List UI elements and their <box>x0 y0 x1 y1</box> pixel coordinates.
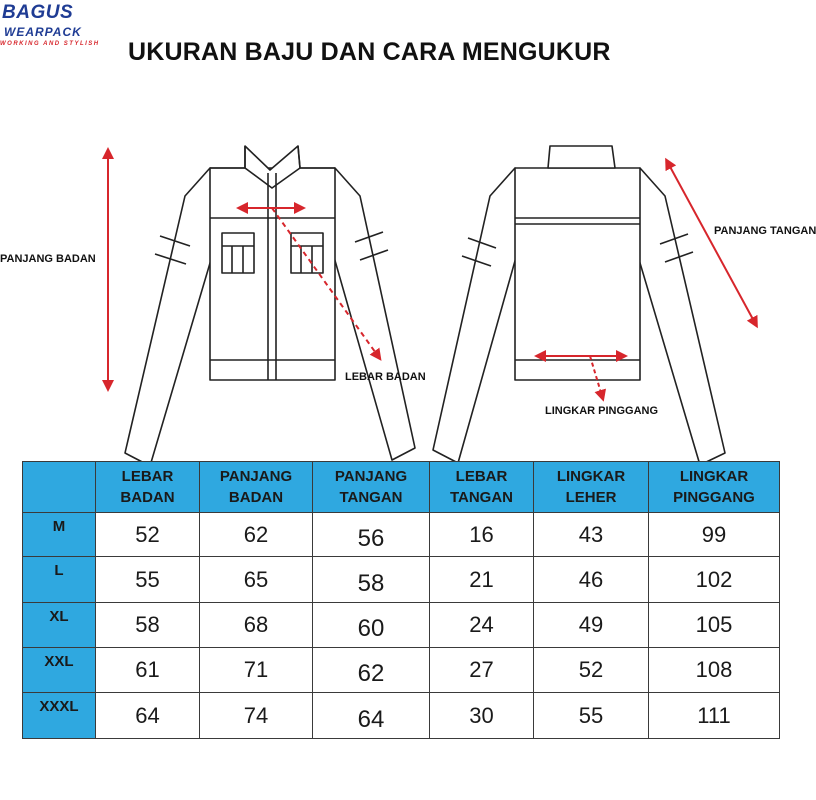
jacket-illustration <box>0 128 800 428</box>
value-cell: 43 <box>534 513 649 557</box>
value-cell: 55 <box>534 693 649 739</box>
value-cell: 74 <box>200 693 313 739</box>
label-body-width: LEBAR BADAN <box>345 371 426 383</box>
value-cell: 58 <box>313 557 430 603</box>
front-jacket <box>125 146 415 466</box>
value-cell: 61 <box>96 648 200 693</box>
table-row <box>23 557 780 603</box>
table-row <box>23 513 780 557</box>
back-body <box>515 168 640 380</box>
header-cell: LEBAR TANGAN <box>430 462 534 513</box>
value-cell: 105 <box>649 603 780 648</box>
value-cell: 46 <box>534 557 649 603</box>
label-waist: LINGKAR PINGGANG <box>545 405 659 417</box>
value-cell: 71 <box>200 648 313 693</box>
size-label: M <box>23 513 96 557</box>
value-cell: 56 <box>313 513 430 557</box>
front-right-sleeve <box>328 168 415 460</box>
label-sleeve-length: PANJANG TANGAN <box>714 225 816 237</box>
value-cell: 64 <box>96 693 200 739</box>
size-label: L <box>23 557 96 603</box>
front-body <box>210 168 335 380</box>
table-row <box>23 693 780 739</box>
logo-sub-text: WEARPACK <box>4 25 82 39</box>
back-jacket <box>433 146 725 465</box>
value-cell: 30 <box>430 693 534 739</box>
size-label: XXL <box>23 648 96 693</box>
size-table <box>22 461 780 739</box>
value-cell: 52 <box>534 648 649 693</box>
value-cell: 49 <box>534 603 649 648</box>
back-right-sleeve <box>632 168 725 465</box>
brand-logo <box>0 0 120 64</box>
logo-tagline: WORKING AND STYLISH <box>0 41 100 47</box>
value-cell: 68 <box>200 603 313 648</box>
value-cell: 111 <box>649 693 780 739</box>
page-title: UKURAN BAJU DAN CARA MENGUKUR <box>128 38 611 66</box>
value-cell: 60 <box>313 603 430 648</box>
value-cell: 52 <box>96 513 200 557</box>
back-collar <box>548 146 615 168</box>
value-cell: 108 <box>649 648 780 693</box>
left-pocket <box>222 233 254 273</box>
value-cell: 64 <box>313 693 430 739</box>
value-cell: 99 <box>649 513 780 557</box>
front-left-sleeve <box>125 168 218 466</box>
table-row <box>23 648 780 693</box>
back-left-sleeve <box>433 168 522 463</box>
size-label: XXXL <box>23 693 96 739</box>
value-cell: 58 <box>96 603 200 648</box>
value-cell: 55 <box>96 557 200 603</box>
logo-brand-text: BAGUS <box>2 2 74 23</box>
measurement-diagram <box>0 128 816 428</box>
value-cell: 16 <box>430 513 534 557</box>
value-cell: 65 <box>200 557 313 603</box>
value-cell: 62 <box>200 513 313 557</box>
header-cell: PANJANG BADAN <box>200 462 313 513</box>
header-cell: LINGKAR PINGGANG <box>649 462 780 513</box>
value-cell: 24 <box>430 603 534 648</box>
right-pocket <box>291 233 323 273</box>
header-cell: LINGKAR LEHER <box>534 462 649 513</box>
size-label: XL <box>23 603 96 648</box>
table-header-row <box>23 462 780 513</box>
value-cell: 21 <box>430 557 534 603</box>
value-cell: 62 <box>313 648 430 693</box>
corner-cell <box>23 462 96 513</box>
header-cell: LEBAR BADAN <box>96 462 200 513</box>
table-row <box>23 603 780 648</box>
value-cell: 27 <box>430 648 534 693</box>
label-body-length: PANJANG BADAN <box>0 253 96 265</box>
value-cell: 102 <box>649 557 780 603</box>
header-cell: PANJANG TANGAN <box>313 462 430 513</box>
